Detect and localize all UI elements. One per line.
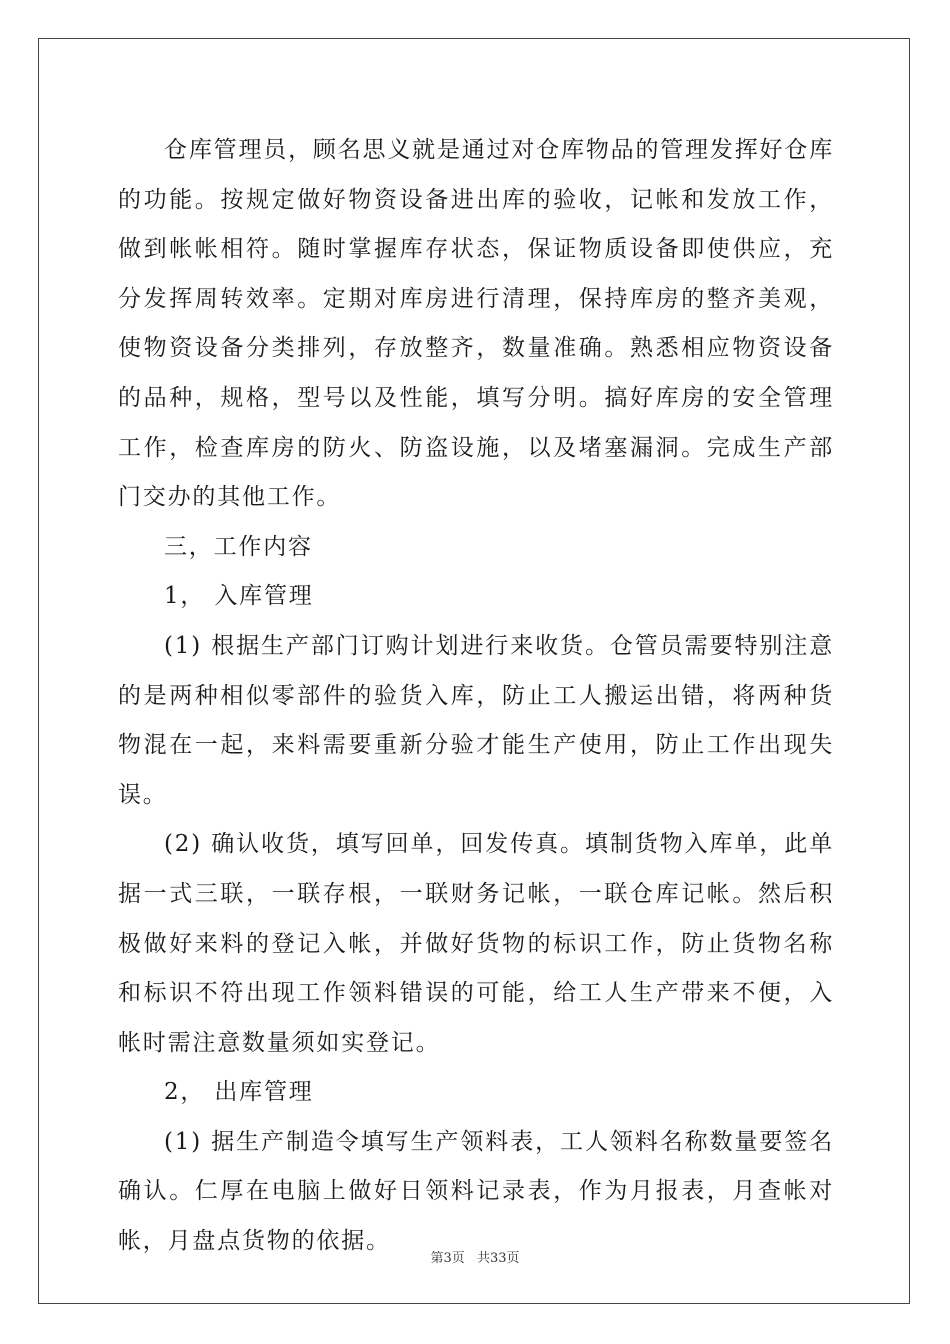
page-number: 第3页 [430,1251,465,1266]
heading-inbound-management: 1， 入库管理 [164,583,314,610]
page-footer [0,1247,950,1266]
paragraph-duties: 仓库管理员，顾名思义就是通过对仓库物品的管理发挥好仓库的功能。按规定做好物资设备进出库的验收，记帐和发放工作，做到帐帐相符。随时掌握库存状态，保证物质设备即使供应，充分发挥周转效率。定期对库房进行清理，保持库房的整齐美观，使物资设备分类排列，存放整齐，数量准确。熟悉相应物资设备的品种，规格，型号以及性能，填写分明。搞好库房的安全管理工作，检查库房的防火、防盗设施，以及堵塞漏洞。完成生产部门交办的其他工作。 [118,137,834,511]
paragraph-inbound-1: (1) 根据生产部门订购计划进行来收货。仓管员需要特别注意的是两种相似零部件的验货入库，防止工人搬运出错，将两种货物混在一起，来料需要重新分验才能生产使用，防止工作出现失误。 [118,632,834,808]
document-body [118,126,834,1267]
paragraph-outbound-1: (1) 据生产制造令填写生产领料表，工人领料名称数量要签名确认。仁厚在电脑上做好日领料记录表，作为月报表，月查帐对帐，月盘点货物的依据。 [118,1128,834,1255]
heading-work-content: 三，工作内容 [164,533,313,560]
paragraph-inbound-2: (2) 确认收货，填写回单，回发传真。填制货物入库单，此单据一式三联，一联存根，一联财务记帐，一联仓库记帐。然后积极做好来料的登记入帐，并做好货物的标识工作，防止货物名称和标识不符出现工作领料错误的可能，给工人生产带来不便，入帐时需注意数量须如实登记。 [118,831,834,1056]
heading-outbound-management: 2， 出库管理 [164,1079,314,1106]
page-total: 共33页 [476,1251,520,1266]
